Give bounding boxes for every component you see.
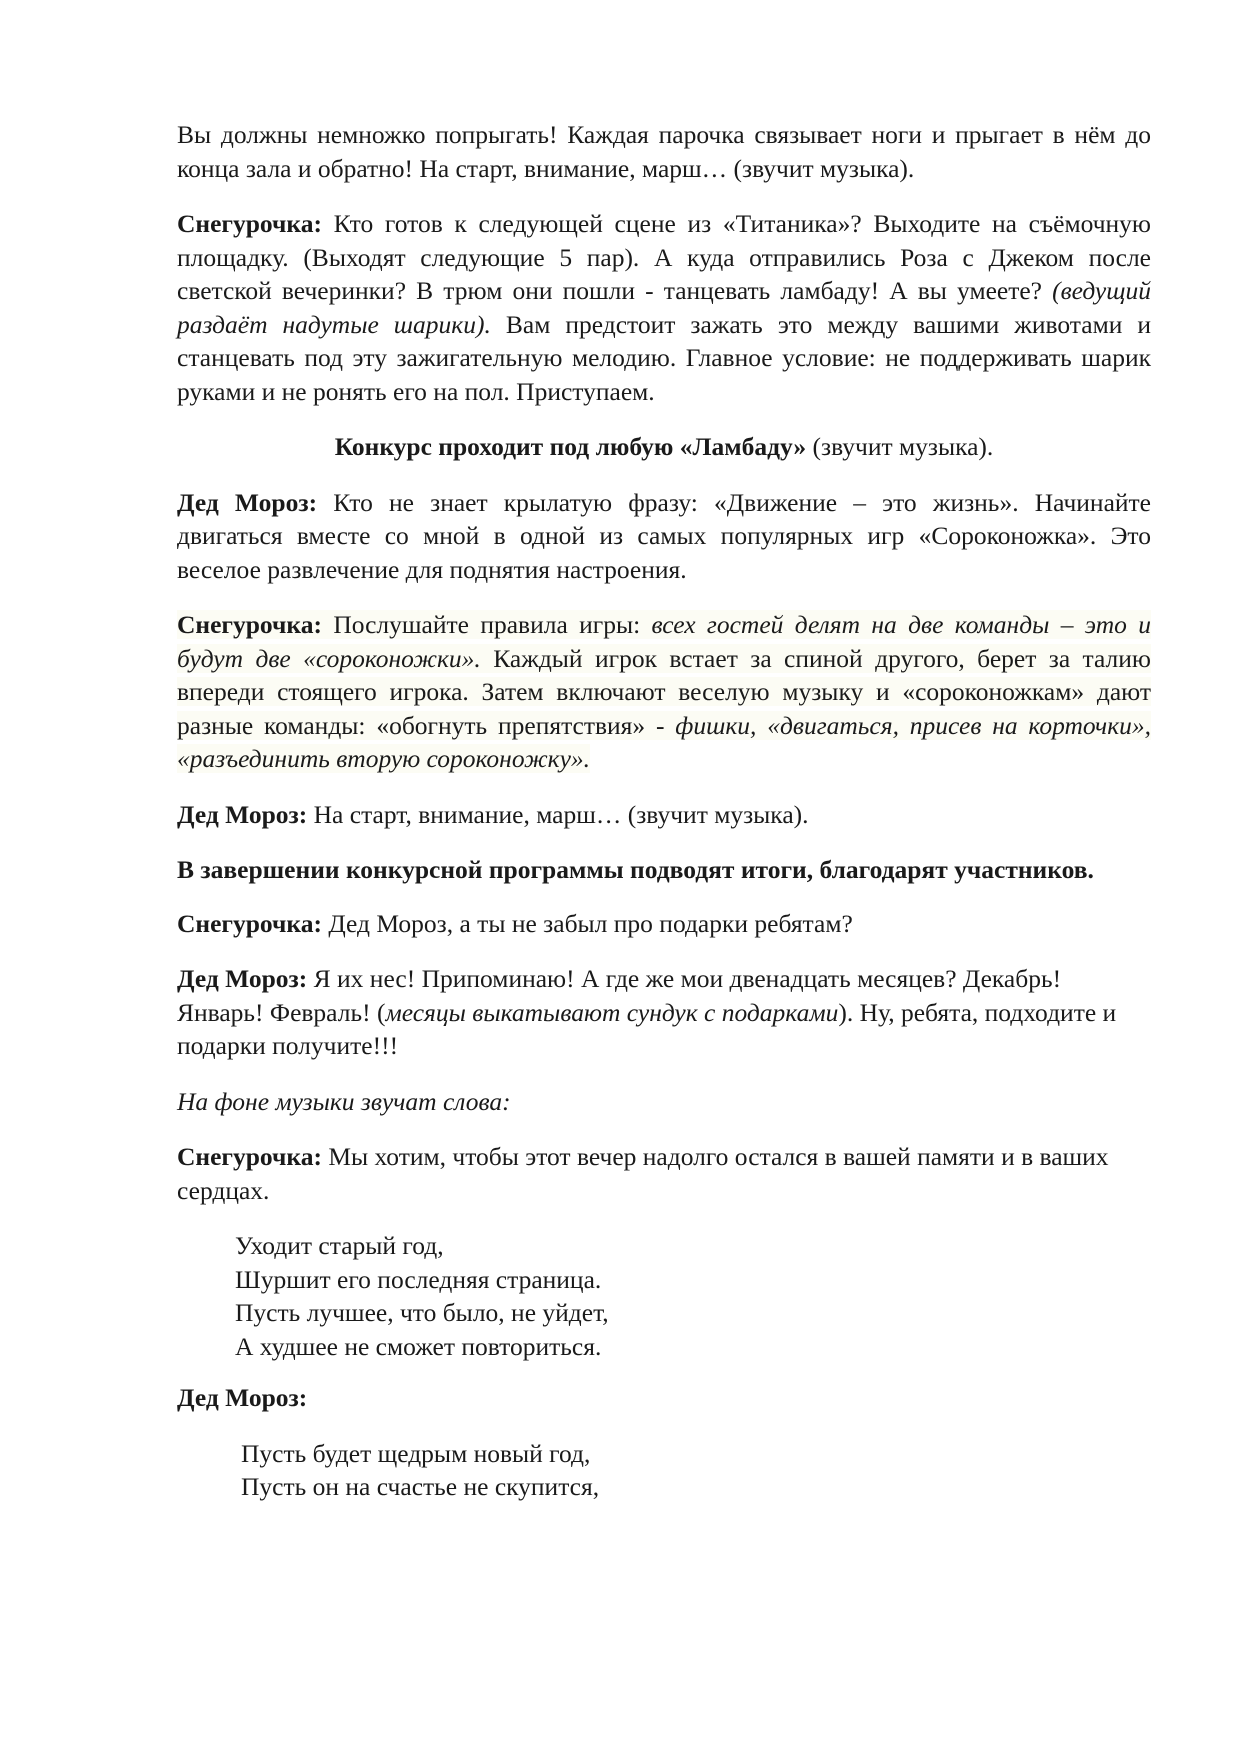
paragraph-4: [177, 486, 1151, 587]
paragraph-11: [177, 1140, 1151, 1207]
paragraph-10-text: На фоне музыки звучат слова:: [177, 1086, 511, 1116]
paragraph-3-bold: Конкурс проходит под любую «Ламбаду»: [334, 432, 807, 461]
poem-stanza-2: [177, 1437, 1151, 1504]
paragraph-9-stage-direction: месяцы выкатывают сундук с подарками: [385, 997, 839, 1027]
paragraph-1: [177, 118, 1151, 185]
paragraph-9: [177, 962, 1151, 1063]
speaker-ded-moroz: Дед Мороз:: [177, 1383, 308, 1412]
paragraph-2-text-a: Кто готов к следующей сцене из «Титаника»? Выходите на съёмочную площадку. (Выходят следующие 5 пар). А куда отправились Роза с Джеком после светской вечеринки? В трюм они пошли - танцевать ламбаду! А вы умеете?: [177, 209, 1151, 305]
speaker-ded-moroz: Дед Мороз:: [177, 964, 308, 993]
paragraph-2-stage-direction: (ведущий раздаёт надутые шарики).: [177, 276, 1151, 339]
paragraph-8: [177, 907, 1151, 941]
paragraph-6-text: На старт, внимание, марш… (звучит музыка).: [307, 799, 809, 829]
paragraph-5-text-b: Каждый игрок встает за спиной другого, берет за талию впереди стоящего игрока. Затем включают веселую музыку и «сороконожкам» дают разные команды: «обогнуть препятствия» -: [177, 643, 1151, 740]
paragraph-5-highlight: [177, 610, 1151, 773]
speaker-ded-moroz: Дед Мороз:: [177, 487, 318, 517]
poem-line: Уходит старый год,: [235, 1231, 444, 1260]
poem-line: А худшее не сможет повториться.: [235, 1331, 602, 1361]
paragraph-2: [177, 207, 1151, 408]
paragraph-2-text-b: Вам предстоит зажать это между вашими животами и станцевать под эту зажигательную мелодию. Главное условие: не поддерживать шарик руками и не ронять его на пол. Приступаем.: [177, 309, 1152, 406]
poem-line: Пусть он на счастье не скупится,: [241, 1472, 600, 1501]
paragraph-5-italic-b: фишки, «двигаться, присев на корточки», «разъединить вторую сороконожку».: [177, 710, 1151, 773]
speaker-ded-moroz: Дед Мороз:: [177, 799, 308, 829]
poem-line: Шуршит его последняя страница.: [235, 1264, 602, 1294]
paragraph-8-text: Дед Мороз, а ты не забыл про подарки ребятам?: [321, 908, 853, 938]
paragraph-3-contest-note: [177, 430, 1151, 464]
paragraph-1-text: Вы должны немножко попрыгать! Каждая парочка связывает ноги и прыгает в нём до конца зала и обратно! На старт, внимание, марш… (звучит музыка).: [177, 120, 1151, 183]
speaker-snegurochka: Снегурочка:: [177, 610, 322, 639]
paragraph-5-italic-a: всех гостей делят на две команды – это и будут две «сороконожки».: [177, 610, 1151, 673]
paragraph-5: [177, 608, 1151, 776]
speaker-snegurochka: Снегурочка:: [177, 1142, 322, 1171]
poem-line: Пусть лучшее, что было, не уйдет,: [235, 1298, 609, 1327]
poem-line: Пусть будет щедрым новый год,: [241, 1438, 591, 1468]
paragraph-10-stage-direction: [177, 1085, 1151, 1119]
paragraph-12: [177, 1381, 1151, 1415]
paragraph-7-summary: [177, 853, 1151, 887]
paragraph-11-text: Мы хотим, чтобы этот вечер надолго остался в вашей памяти и в ваших сердцах.: [177, 1142, 1109, 1205]
paragraph-9-text-b: ). Ну, ребята, подходите и подарки получите!!!: [177, 997, 1117, 1060]
paragraph-4-text: Кто не знает крылатую фразу: «Движение – это жизнь». Начинайте двигаться вместе со мной в одной из самых популярных игр «Сороконожка». Это веселое развлечение для поднятия настроения.: [177, 487, 1151, 584]
paragraph-6: [177, 798, 1151, 832]
document-page: [177, 118, 1151, 1522]
speaker-snegurochka: Снегурочка:: [177, 209, 322, 238]
paragraph-3-text: (звучит музыка).: [806, 432, 994, 461]
paragraph-7-text: В завершении конкурсной программы подводят итоги, благодарят участников.: [177, 855, 1094, 884]
poem-stanza-1: [177, 1229, 1151, 1363]
paragraph-5-text-a: Послушайте правила игры:: [321, 610, 652, 639]
speaker-snegurochka: Снегурочка:: [177, 908, 322, 938]
paragraph-9-text-a: Я их нес! Припоминаю! А где же мои двенадцать месяцев? Декабрь! Январь! Февраль! (: [177, 964, 1062, 1027]
